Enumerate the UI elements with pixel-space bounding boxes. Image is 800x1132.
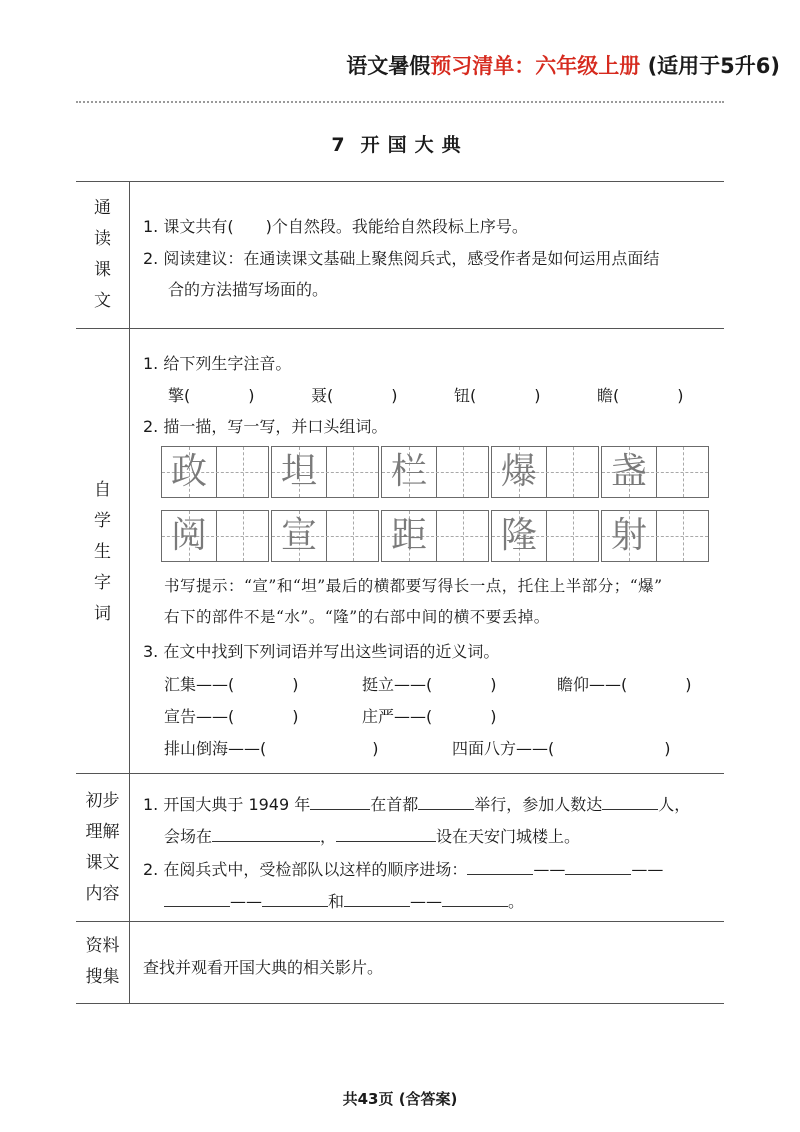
table-top-border — [76, 181, 724, 182]
trace-cell: 阅 — [161, 510, 269, 562]
trace-cell: 政 — [161, 446, 269, 498]
table-divider-2 — [76, 773, 724, 774]
trace-cell: 隆 — [491, 510, 599, 562]
trace-cell: 盏 — [601, 446, 709, 498]
s4-text: 查找并观看开国大典的相关影片。 — [143, 958, 384, 977]
pinyin-item-2: 聂( ) — [311, 386, 398, 405]
pinyin-item-3: 钮( ) — [454, 386, 541, 405]
s1-q2-line2: 合的方法描写场面的。 — [168, 280, 329, 299]
pinyin-item-4: 瞻( ) — [597, 386, 684, 405]
writing-hint-line2: 右下的部件不是“水”。“隆”的右部中间的横不要丢掉。 — [164, 608, 550, 626]
table-column-divider — [129, 182, 130, 1004]
synonym-item: 瞻仰——( ) — [557, 675, 692, 694]
pinyin-item-1: 擎( ) — [168, 386, 255, 405]
table-divider-3 — [76, 921, 724, 922]
synonym-item: 挺立——( ) — [362, 675, 497, 694]
synonym-item: 汇集——( ) — [164, 675, 299, 694]
synonym-item: 宣告——( ) — [164, 707, 299, 726]
s3-q2-line1: 2. 在阅兵式中，受检部队以这样的顺序进场： —— —— — [143, 856, 663, 880]
synonym-item: 四面八方——( ) — [452, 739, 671, 758]
s3-q1-line2: 会场在 ， 设在天安门城楼上。 — [164, 823, 580, 847]
page-header — [346, 50, 780, 80]
s2-q1: 1. 给下列生字注音。 — [143, 354, 292, 373]
trace-cell: 距 — [381, 510, 489, 562]
header-divider — [76, 101, 724, 103]
section-label-read: 通 读 课 文 — [94, 198, 111, 311]
synonym-item: 庄严——( ) — [362, 707, 497, 726]
trace-cell: 坦 — [271, 446, 379, 498]
section-label-understand: 初步 理解 课文 内容 — [85, 791, 120, 904]
section-label-research: 资料 搜集 — [85, 936, 120, 987]
page-footer: 共43页 (含答案) — [342, 1090, 458, 1108]
s3-q2-line2: —— 和 —— 。 — [164, 888, 524, 912]
synonym-item: 排山倒海——( ) — [164, 739, 379, 758]
trace-cell: 栏 — [381, 446, 489, 498]
header-title-part2: 预习清单：六年级上册 — [430, 54, 641, 78]
trace-cell: 爆 — [491, 446, 599, 498]
trace-cell: 射 — [601, 510, 709, 562]
s1-q2-line1: 2. 阅读建议：在通读课文基础上聚焦阅兵式，感受作者是如何运用点面结 — [143, 249, 660, 268]
trace-cell: 宣 — [271, 510, 379, 562]
table-bottom-border — [76, 1003, 724, 1004]
s2-q2: 2. 描一描，写一写，并口头组词。 — [143, 417, 388, 436]
s2-q3: 3. 在文中找到下列词语并写出这些词语的近义词。 — [143, 642, 500, 661]
s3-q1-line1: 1. 开国大典于 1949 年 在首都 举行，参加人数达 人， — [143, 791, 690, 815]
writing-hint-line1: 书写提示：“宣”和“坦”最后的横都要写得长一点，托住上半部分；“爆” — [164, 577, 663, 595]
lesson-name: 开国大典 — [360, 134, 469, 156]
table-divider-1 — [76, 328, 724, 329]
lesson-title — [0, 130, 800, 157]
header-title-part1: 语文暑假 — [346, 54, 431, 78]
header-tag: (适用于5升6) — [647, 54, 780, 78]
section-label-vocab: 自 学 生 字 词 — [94, 480, 111, 624]
s1-q1: 1. 课文共有( )个自然段。我能给自然段标上序号。 — [143, 217, 528, 236]
lesson-number: 7 — [331, 134, 347, 156]
